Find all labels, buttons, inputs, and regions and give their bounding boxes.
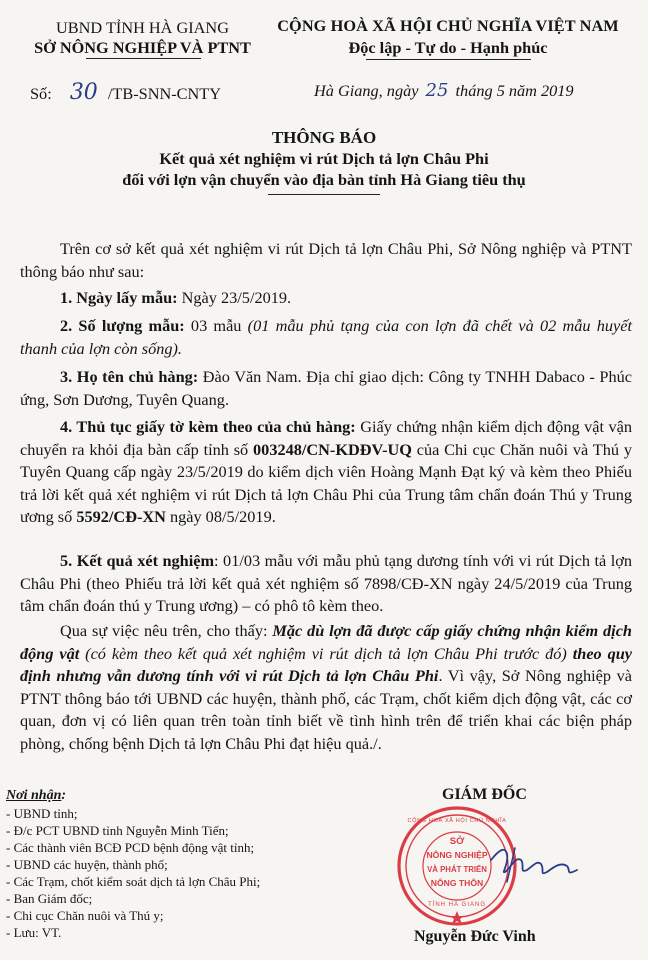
doc-number-label: Số: — [30, 84, 52, 103]
stamp-line: SỞ — [449, 836, 465, 847]
recipient-item: - Các Trạm, chốt kiểm soát dịch tả lợn Châu Phi; — [6, 874, 261, 889]
stamp-line: VÀ PHÁT TRIỂN — [427, 865, 487, 874]
doc-number-suffix: /TB-SNN-CNTY — [107, 84, 221, 103]
handwritten-signature — [491, 850, 577, 874]
signer-name: Nguyễn Đức Vinh — [414, 928, 536, 945]
recipient-item: - Đ/c PCT UBND tỉnh Nguyễn Minh Tiến; — [6, 823, 229, 838]
conclusion-paragraph: Qua sự việc nêu trên, cho thấy: Mặc dù lợn đã được cấp giấy chứng nhận kiểm dịch động vật (có kèm theo kết quả xét nghiệm vi rút dịch tả lợn Châu Phi trước đó) theo quy định nhưng vẫn dương tính với vi rút Dịch tả lợn Châu Phi. Vì vậy, Sở Nông nghiệp và PTNT thông báo tới UBND các huyện, thành phố, các Trạm, chốt kiểm dịch động vật, các cơ quan, đơn vị có liên quan trên toàn tỉnh biết về tình hình trên để triển khai các biện pháp phòng, chống bệnh Dịch tả lợn Châu Phi đạt hiệu quả./. — [20, 621, 632, 753]
national-title: CỘNG HOÀ XÃ HỘI CHỦ NGHĨA VIỆT NAM — [277, 16, 619, 35]
stamp-star-icon — [450, 911, 464, 924]
recipient-item: - UBND các huyện, thành phố; — [6, 857, 168, 872]
item-sampling-date: 1. Ngày lấy mẫu: Ngày 23/5/2019. — [60, 288, 292, 307]
stamp-line: NÔNG NGHIỆP — [426, 850, 488, 860]
item-owner: 3. Họ tên chủ hàng: Đào Văn Nam. Địa chỉ giao dịch: Công ty TNHH Dabaco - Phúc ứng, Sơn Dương, Tuyên Quang. — [20, 367, 632, 409]
doc-number-handwritten: 30 — [69, 80, 98, 105]
intro-paragraph: Trên cơ sở kết quả xét nghiệm vi rút Dịch tả lợn Châu Phi, Sở Nông nghiệp và PTNT thông báo như sau: — [20, 239, 632, 281]
stamp-rim-text: TỈNH HÀ GIANG — [427, 902, 487, 908]
date-prefix: Hà Giang, ngày — [314, 81, 419, 100]
item-sample-count: 2. Số lượng mẫu: 03 mẫu (01 mẫu phủ tạng của con lợn đã chết và 02 mẫu huyết thanh của lợn còn sống). — [20, 316, 632, 358]
national-motto: Độc lập - Tự do - Hạnh phúc — [348, 38, 548, 57]
recipient-item: - Chi cục Chăn nuôi và Thú y; — [6, 908, 164, 923]
notice-subtitle-1: Kết quả xét nghiệm vi rút Dịch tả lợn Châu Phi — [159, 149, 489, 168]
agency-name: SỞ NÔNG NGHIỆP VÀ PTNT — [34, 38, 251, 57]
doc-number — [30, 80, 221, 105]
notice-subtitle-2: đối với lợn vận chuyển vào địa bàn tỉnh Hà Giang tiêu thụ — [122, 170, 526, 189]
recipient-item: - Ban Giám đốc; — [6, 891, 93, 906]
signer-position: GIÁM ĐỐC — [442, 786, 527, 803]
recipient-item: - Các thành viên BCĐ PCD bệnh động vật tỉnh; — [6, 840, 255, 855]
motto-underline — [366, 59, 531, 60]
recipients-title: Nơi nhận: — [6, 788, 67, 803]
item-documents: 4. Thủ tục giấy tờ kèm theo của chủ hàng: Giấy chứng nhận kiểm dịch động vật vận chuyển ra khỏi địa bàn cấp tỉnh số 003248/CN-KDĐV-UQ của Chi cục Chăn nuôi và Thú y Tuyên Quang cấp ngày 23/5/2019 do kiểm dịch viên Hoàng Mạnh Đạt ký và kèm theo Phiếu trả lời kết quả xét nghiệm vi rút Dịch tả lợn Châu Phi của Trung tâm chẩn đoán Thú y Trung ương số 5592/CĐ-XN ngày 08/5/2019. — [20, 417, 633, 527]
doc-date — [314, 80, 574, 101]
official-stamp — [395, 800, 605, 935]
recipient-item: - UBND tỉnh; — [6, 806, 78, 821]
agency-underline — [86, 58, 201, 59]
recipient-item: - Lưu: VT. — [6, 925, 62, 940]
stamp-rim-text: CỘNG HOÀ XÃ HỘI CHỦ NGHĨA — [407, 818, 507, 824]
title-underline — [268, 194, 380, 195]
date-day-handwritten: 25 — [425, 80, 449, 101]
date-suffix: tháng 5 năm 2019 — [455, 81, 574, 100]
agency-parent: UBND TỈNH HÀ GIANG — [56, 18, 229, 37]
notice-title: THÔNG BÁO — [271, 128, 377, 147]
item-test-result: 5. Kết quả xét nghiệm: 01/03 mẫu với mẫu phủ tạng dương tính với vi rút Dịch tả lợn Châu Phi (theo Phiếu trả lời kết quả xét nghiệm số 7898/CĐ-XN ngày 24/5/2019 của Trung tâm chẩn đoán thú y Trung ương) – có phô tô kèm theo. — [20, 551, 633, 616]
stamp-line: NÔNG THÔN — [430, 878, 484, 888]
